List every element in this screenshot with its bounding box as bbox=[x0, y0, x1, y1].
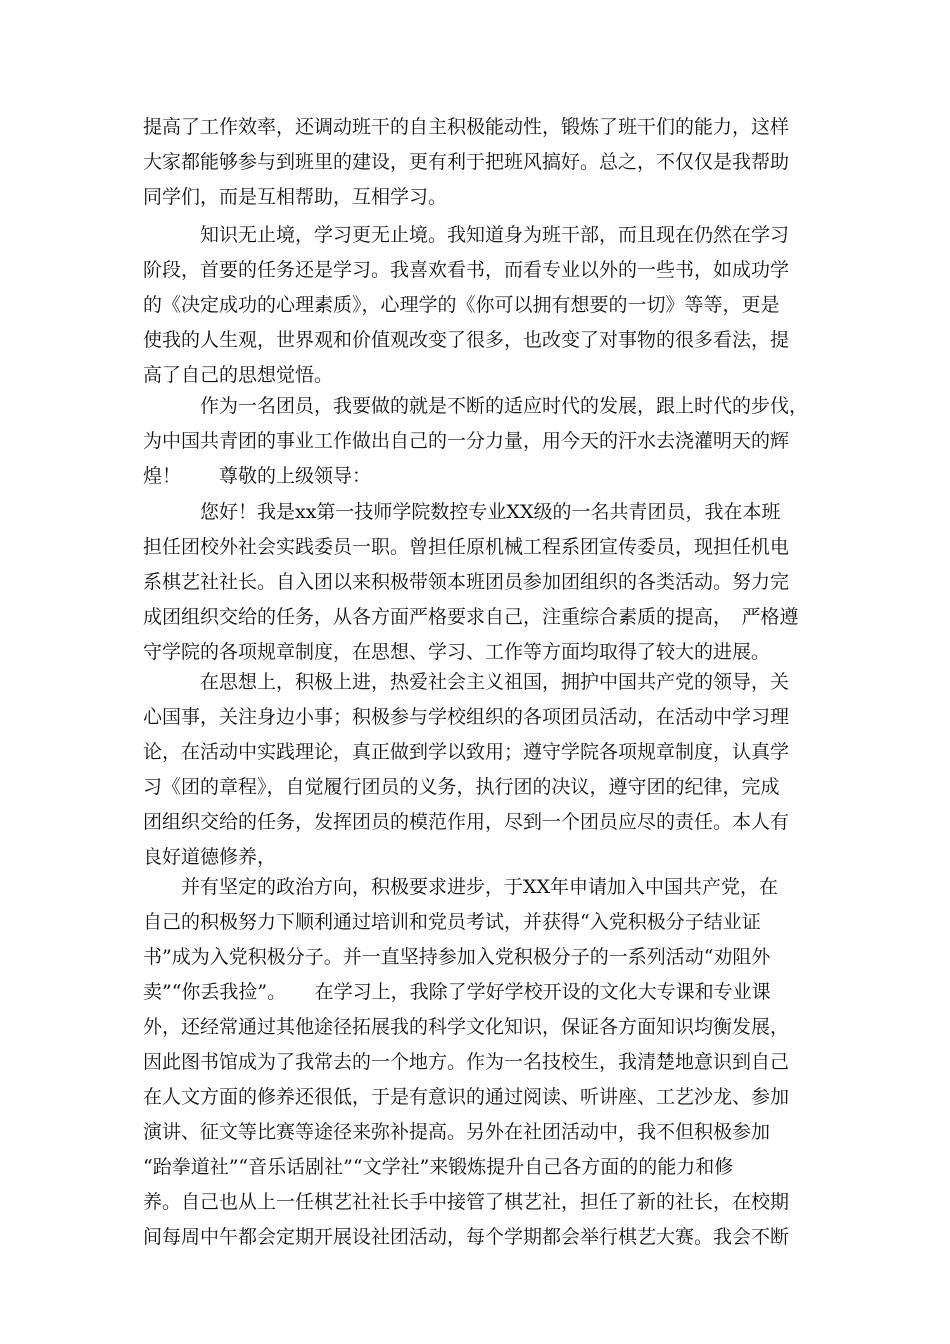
paragraph-1 bbox=[143, 110, 823, 215]
text-line: 同学们，而是互相帮助，互相学习。 bbox=[143, 186, 448, 208]
paragraph-5 bbox=[143, 665, 823, 875]
text-line: 并有坚定的政治方向，积极要求进步，于XX年申请加入中国共产党，在 bbox=[143, 876, 779, 898]
text-line: 卖”“你丢我捡”。 在学习上，我除了学好学校开设的文化大专课和专业课 bbox=[143, 981, 771, 1003]
text-line: 使我的人生观，世界观和价值观改变了很多，也改变了对事物的很多看法，提 bbox=[143, 329, 790, 351]
text-line: 养。自己也从上一任棋艺社社长手中接管了棋艺社，担任了新的社长，在校期 bbox=[143, 1191, 790, 1213]
text-line: 论，在活动中实践理论，真正做到学以致用；遵守学院各项规章制度，认真学 bbox=[143, 741, 790, 763]
text-line: 知识无止境，学习更无止境。我知道身为班干部，而且现在仍然在学习 bbox=[143, 224, 790, 246]
paragraph-2 bbox=[143, 218, 823, 393]
text-line: 高了自己的思想觉悟。 bbox=[143, 364, 334, 386]
text-line: 习《团的章程》，自觉履行团员的义务，执行团的决议，遵守团的纪律，完成 bbox=[143, 776, 780, 798]
text-line: 在思想上，积极上进，热爱社会主义祖国，拥护中国共产党的领导，关 bbox=[143, 671, 790, 693]
text-line: 煌！ 尊敬的上级领导： bbox=[143, 465, 372, 487]
text-line: 因此图书馆成为了我常去的一个地方。作为一名技校生，我清楚地意识到自己 bbox=[143, 1051, 790, 1073]
text-line: 您好！我是xx第一技师学院数控专业XX级的一名共青团员，我在本班 bbox=[143, 501, 781, 523]
text-line: 大家都能够参与到班里的建设，更有利于把班风搞好。总之，不仅仅是我帮助 bbox=[143, 151, 790, 173]
paragraph-4 bbox=[143, 495, 823, 670]
text-line: 为中国共青团的事业工作做出自己的一分力量，用今天的汗水去浇灌明天的辉 bbox=[143, 430, 790, 452]
text-line: 作为一名团员，我要做的就是不断的适应时代的发展，跟上时代的步伐， bbox=[143, 395, 809, 417]
text-line: 良好道德修养， bbox=[143, 846, 277, 868]
text-line: 担任团校外社会实践委员一职。曾担任原机械工程系团宣传委员，现担任机电 bbox=[143, 536, 790, 558]
text-line: 系棋艺社社长。自入团以来积极带领本班团员参加团组织的各类活动。努力完 bbox=[143, 571, 790, 593]
text-line: 书”成为入党积极分子。并一直坚持参加入党积极分子的一系列活动“劝阻外 bbox=[143, 946, 771, 968]
text-line: 心国事，关注身边小事；积极参与学校组织的各项团员活动，在活动中学习理 bbox=[143, 706, 790, 728]
text-line: 提高了工作效率，还调动班干的自主积极能动性，锻炼了班干们的能力，这样 bbox=[143, 116, 790, 138]
text-line: 演讲、征文等比赛等途径来弥补提高。另外在社团活动中，我不但积极参加 bbox=[143, 1121, 771, 1143]
text-line: 自己的积极努力下顺利通过培训和党员考试，并获得“入党积极分子结业证 bbox=[143, 911, 761, 933]
text-line: “跆拳道社”“音乐话剧社”“文学社”来锻炼提升自己各方面的的能力和修 bbox=[143, 1156, 734, 1178]
text-line: 成团组织交给的任务，从各方面严格要求自己，注重综合素质的提高， 严格遵 bbox=[143, 606, 799, 628]
text-line: 阶段，首要的任务还是学习。我喜欢看书，而看专业以外的一些书，如成功学 bbox=[143, 259, 790, 281]
text-line: 间每周中午都会定期开展设社团活动，每个学期都会举行棋艺大赛。我会不断 bbox=[143, 1226, 790, 1248]
text-line: 守学院的各项规章制度，在思想、学习、工作等方面均取得了较大的进展。 bbox=[143, 641, 771, 663]
text-line: 在人文方面的修养还很低，于是有意识的通过阅读、听讲座、工艺沙龙、参加 bbox=[143, 1086, 790, 1108]
paragraph-6 bbox=[143, 870, 823, 1255]
text-line: 团组织交给的任务，发挥团员的模范作用，尽到一个团员应尽的责任。本人有 bbox=[143, 811, 790, 833]
paragraph-3 bbox=[143, 389, 823, 494]
text-line: 的《决定成功的心理素质》，心理学的《你可以拥有想要的一切》等等，更是 bbox=[143, 294, 780, 316]
text-line: 外，还经常通过其他途径拓展我的科学文化知识，保证各方面知识均衡发展， bbox=[143, 1016, 790, 1038]
